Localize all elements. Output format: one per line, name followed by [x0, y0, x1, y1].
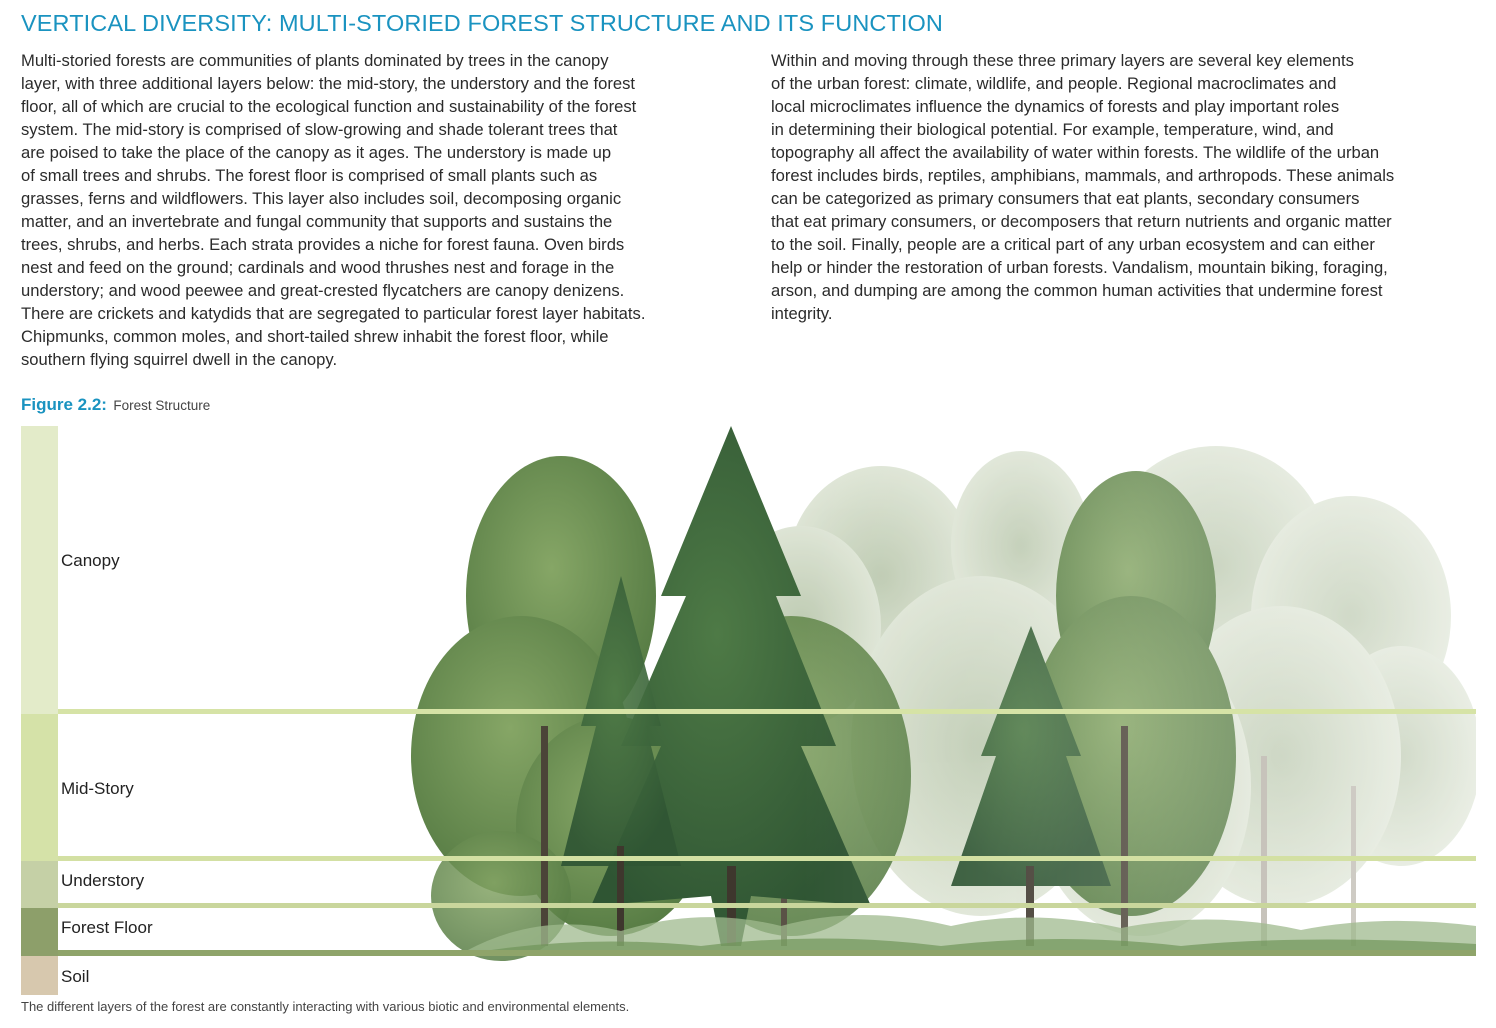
mid-story-label: Mid-Story [61, 779, 134, 798]
figure-label [21, 395, 210, 415]
soil-bar [21, 956, 58, 995]
right-paragraph: Within and moving through these three primary layers are several key elements of the urban forest: climate, wildlife, and people. Regional macroclimates and local microclimates influence the dynamics of forests and play important roles in determining their biological potential. For example, temperature, wind, and topography all affect the availability of water within forests. The wildlife of the urban forest includes birds, reptiles, amphibians, mammals, and arthropods. These animals can be categorized as primary consumers that eat plants, secondary consumers that eat primary consumers, or decomposers that return nutrients and organic matter to the soil. Finally, people are a critical part of any urban ecosystem and can either help or hinder the restoration of urban forests. Vandalism, mountain biking, foraging, arson, and dumping are among the common human activities that undermine forest integrity. [771, 51, 1395, 323]
left-text-column [21, 49, 741, 371]
left-paragraph: Multi-storied forests are communities of plants dominated by trees in the canopy layer, with three additional layers below: the mid-story, the understory and the forest floor, all of which are crucial to the ecological function and sustainability of the forest system. The mid-story is comprised of slow-growing and shade tolerant trees that are poised to take the place of the canopy as it ages. The understory is made up of small trees and shrubs. The forest floor is comprised of small plants such as grasses, ferns and wildflowers. This layer also includes soil, decomposing organic matter, and an invertebrate and fungal community that supports and sustains the trees, shrubs, and herbs. Each strata provides a niche for forest fauna. Oven birds nest and feed on the ground; cardinals and wood thrushes nest and forage in the understory; and wood peewee and great-crested flycatchers are canopy denizens. There are crickets and katydids that are segregated to particular forest layer habitats. Chipmunks, common moles, and short-tailed shrew inhabit the forest floor, while southern flying squirrel dwell in the canopy. [21, 51, 646, 369]
forest-floor-label: Forest Floor [61, 918, 153, 937]
figure-number: Figure 2.2: [21, 395, 107, 414]
mid-story-bar [21, 714, 58, 861]
understory-bar [21, 861, 58, 908]
forest-structure-figure [21, 426, 1476, 995]
forest-floor-bar [21, 908, 58, 956]
soil-label: Soil [61, 967, 90, 986]
right-text-column [771, 49, 1486, 325]
forest-illustration [21, 426, 1476, 995]
understory-label: Understory [61, 871, 145, 890]
canopy-bar [21, 426, 58, 714]
figure-title: Forest Structure [113, 398, 211, 413]
page-title: VERTICAL DIVERSITY: MULTI-STORIED FOREST STRUCTURE AND ITS FUNCTION [21, 10, 943, 36]
figure-caption: The different layers of the forest are constantly interacting with various biotic and environmental elements. [21, 999, 630, 1014]
canopy-label: Canopy [61, 551, 120, 570]
